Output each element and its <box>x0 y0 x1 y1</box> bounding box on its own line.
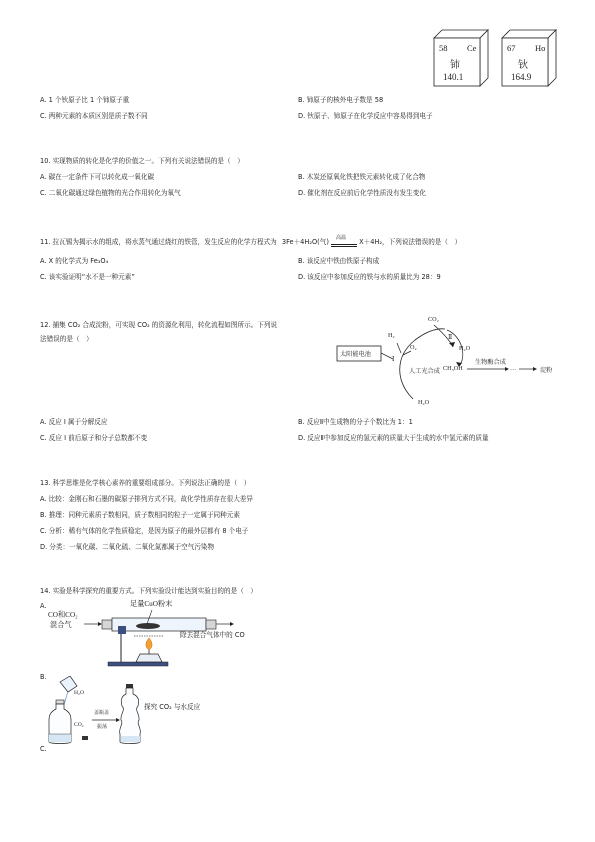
q14-b-cap-line2: 振荡 <box>97 724 108 730</box>
q14-b-h2o: H₂O <box>74 690 85 696</box>
q14-a-cuo-label: 足量CuO粉末 <box>130 600 173 608</box>
q12-bio-enzyme: 生物酶合成 <box>475 359 506 366</box>
q11-option-a[interactable]: A. X 的化学式为 Fe₃O₄ <box>40 257 109 265</box>
q9-option-a[interactable]: A. 1 个钬原子比 1 个铈原子重 <box>40 96 130 104</box>
q13-option-d[interactable]: D. 分类：一氧化碳、二氧化硫、二氧化氮都属于空气污染物 <box>40 543 215 551</box>
element-cards <box>430 28 560 88</box>
q14-a-gas-line1: CO和CO₂ <box>48 611 78 619</box>
q12-h2o-bottom: H₂O <box>418 399 430 406</box>
q12-h2: H₂ <box>388 332 395 339</box>
q12-ch3oh: CH₃OH <box>443 365 463 372</box>
q12-co2: CO₂ <box>428 316 439 323</box>
q11-equation-left: 3Fe＋4H₂O(气) <box>281 238 329 246</box>
q14-a-caption: 除去混合气体中的 CO <box>180 631 245 639</box>
holmium-mass: 164.9 <box>511 72 532 82</box>
q12-stem-line1: 12. 捕集 CO₂ 合成淀粉，可实现 CO₂ 的资源化利用，转化流程如图所示。下列说 <box>40 321 278 329</box>
cerium-name: 铈 <box>450 60 460 71</box>
q14-stem: 14. 实验是科学探究的重要方式。下列实验设计能达到实验目的的是（ ） <box>40 587 257 595</box>
holmium-name: 钬 <box>518 60 528 71</box>
q11-stem-b: ，下列说法错误的是（ ） <box>382 238 462 246</box>
q13-option-b[interactable]: B. 推理：同种元素质子数相同，质子数相同的粒子一定属于同种元素 <box>40 511 240 519</box>
q13-option-c[interactable]: C. 分析：稀有气体的化学性质稳定，是因为原子的最外层都有 8 个电子 <box>40 527 249 535</box>
q11-stem <box>40 235 462 247</box>
q12-artificial-synthesis: 人工光合成 <box>409 368 440 375</box>
holmium-symbol: Ho <box>535 43 546 53</box>
q11-condition: 高温 <box>336 235 347 241</box>
q10-option-a[interactable]: A. 碳在一定条件下可以转化成一氧化碳 <box>40 173 155 181</box>
q12-roman-2: Ⅱ <box>448 334 453 341</box>
q14-b-co2: CO₂ <box>74 722 84 728</box>
q14-option-b-label[interactable]: B. <box>40 673 47 681</box>
cerium-number: 58 <box>439 43 448 53</box>
q14-b-cap-line1: 盖瓶盖 <box>94 710 110 716</box>
q11-stem-a: 11. 拉瓦锡为揭示水的组成，将水蒸气通过烧红的铁管，发生反应的化学方程式为 <box>40 238 277 246</box>
holmium-number: 67 <box>507 43 516 53</box>
q10-stem: 10. 实现物质的转化是化学的价值之一。下列有关说法错误的是（ ） <box>40 157 244 165</box>
q12-h2o-top: H₂O <box>459 345 471 352</box>
q14-option-b-apparatus[interactable] <box>44 676 244 746</box>
q14-option-c-label[interactable]: C. <box>40 745 47 753</box>
q11-equation-right: X＋4H₂ <box>359 238 383 246</box>
q12-starch: 淀粉 <box>540 367 553 374</box>
cerium-symbol: Ce <box>467 43 477 53</box>
q12-option-d[interactable]: D. 反应Ⅱ中参加反应的氢元素的质量大于生成的水中氢元素的质量 <box>298 434 489 442</box>
q12-o2: O₂ <box>410 344 417 351</box>
q11-option-d[interactable]: D. 该反应中参加反应的铁与水的质量比为 28：9 <box>298 273 441 281</box>
cerium-mass: 140.1 <box>443 72 464 82</box>
q13-stem: 13. 科学思维是化学核心素养的重要组成部分。下列说法正确的是（ ） <box>40 479 251 487</box>
q14-option-a-label[interactable]: A. <box>40 602 47 610</box>
q12-stem-line2: 法错误的是（ ） <box>40 335 93 343</box>
bottle-experiment-icon <box>44 676 244 746</box>
q12-option-a[interactable]: A. 反应 Ⅰ 属于分解反应 <box>40 418 108 426</box>
q11-option-c[interactable]: C. 该实验证明“水不是一种元素” <box>40 273 135 281</box>
q9-option-c[interactable]: C. 两种元素的本质区别是质子数不同 <box>40 112 148 120</box>
q9-option-b[interactable]: B. 铈原子的核外电子数是 58 <box>298 96 384 104</box>
q12-solar-cell: 太阳能电池 <box>340 351 371 358</box>
q11-option-b[interactable]: B. 该反应中铁由铁原子构成 <box>298 257 380 265</box>
q9-option-d[interactable]: D. 钬原子、铈原子在化学反应中容易得到电子 <box>298 112 433 120</box>
q11-condition-arrow <box>331 235 357 247</box>
q12-roman-1: Ⅰ <box>392 356 395 363</box>
q12-dots: … <box>510 365 517 372</box>
q14-a-gas-line2: 混合气 <box>50 621 72 629</box>
q12-diagram-lines <box>335 313 560 410</box>
q14-option-a-apparatus[interactable] <box>48 596 278 668</box>
q14-b-caption: 探究 CO₂ 与水反应 <box>144 703 201 711</box>
q10-option-c[interactable]: C. 二氧化碳通过绿色植物的光合作用转化为氧气 <box>40 189 181 197</box>
q10-option-b[interactable]: B. 木炭还原氧化铁把铁元素转化成了化合物 <box>298 173 426 181</box>
q10-option-d[interactable]: D. 催化剂在反应前后化学性质没有发生变化 <box>298 189 426 197</box>
q12-flow-diagram <box>335 313 560 410</box>
q13-option-a[interactable]: A. 比较：金刚石和石墨的碳原子排列方式不同，故化学性质存在很大差异 <box>40 495 253 503</box>
q12-option-c[interactable]: C. 反应 Ⅰ 前后原子和分子总数都不变 <box>40 434 148 442</box>
q12-option-b[interactable]: B. 反应Ⅱ中生成物的分子个数比为 1：1 <box>298 418 413 426</box>
